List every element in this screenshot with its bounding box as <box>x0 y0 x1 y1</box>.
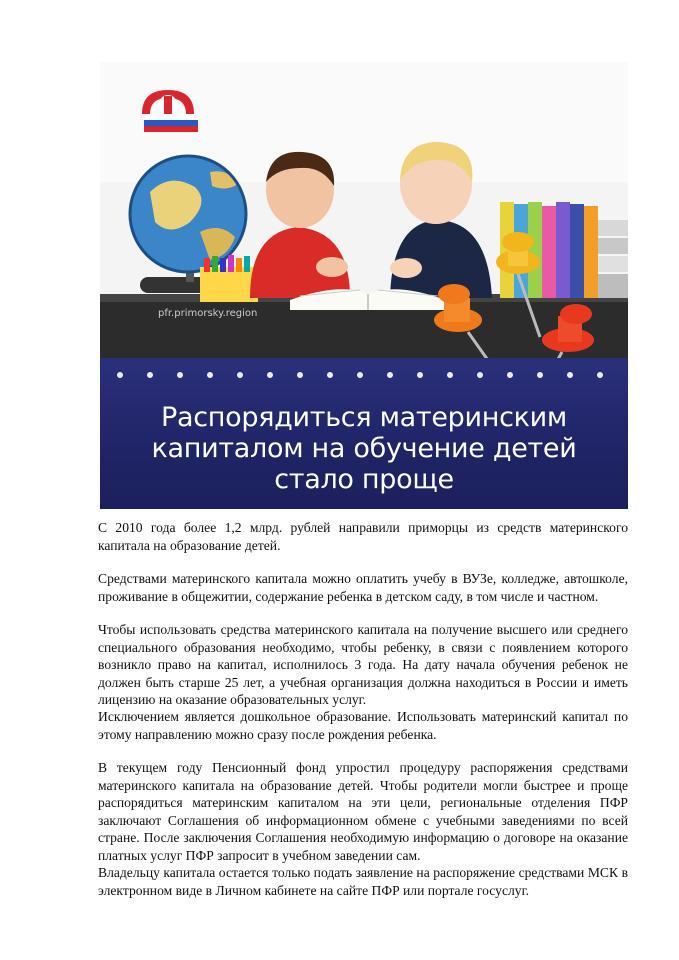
paragraph-6: Владельцу капитала остается только подать заявление на распоряжение средствами МСК в электронном виде в Личном кабинете на сайте ПФР или портале госуслуг. <box>98 865 628 898</box>
watermark-text: pfr.primorsky.region <box>158 308 258 319</box>
paragraph-1: С 2010 года более 1,2 млрд. рублей направили приморцы из средств материнского капитала на образование детей. <box>98 520 628 553</box>
news-banner <box>100 62 628 509</box>
markers-box-icon <box>200 255 258 302</box>
paragraph-5: В текущем году Пенсионный фонд упростил процедуру распоряжения средствами материнского капитала на образование детей. Чтобы родители могли быстрее и проще распорядиться материнским капиталом на эти цели, региональные отделения ПФР заключают Соглашения об информационном обмене с учебными заведениями по всей стране. После заключения Соглашения необходимую информацию о договоре на оказание платных услуг ПФР запросит в учебном заведении сам. <box>98 760 628 863</box>
paragraph-4: Исключением является дошкольное образование. Использовать материнский капитал по этому направлению можно сразу после рождения ребенка. <box>98 709 628 742</box>
paragraph-2: Средствами материнского капитала можно оплатить учебу в ВУЗе, колледже, автошколе, проживание в общежитии, содержание ребенка в детском саду, в том числе и частном. <box>98 571 628 604</box>
film-dots-decoration <box>100 358 628 384</box>
paragraph-3: Чтобы использовать средства материнского капитала на получение высшего или среднего специального образования необходимо, чтобы ребенку, в связи с появлением которого возникло право на капитал, исполнилось 3 года. На дату начала обучения ребенок не должен быть старше 25 лет, а учебная организация должна находиться в России и иметь лицензию на оказание образовательных услуг. <box>98 622 628 708</box>
banner-headline: Распорядиться материнским капиталом на обучение детей стало проще <box>151 402 577 495</box>
